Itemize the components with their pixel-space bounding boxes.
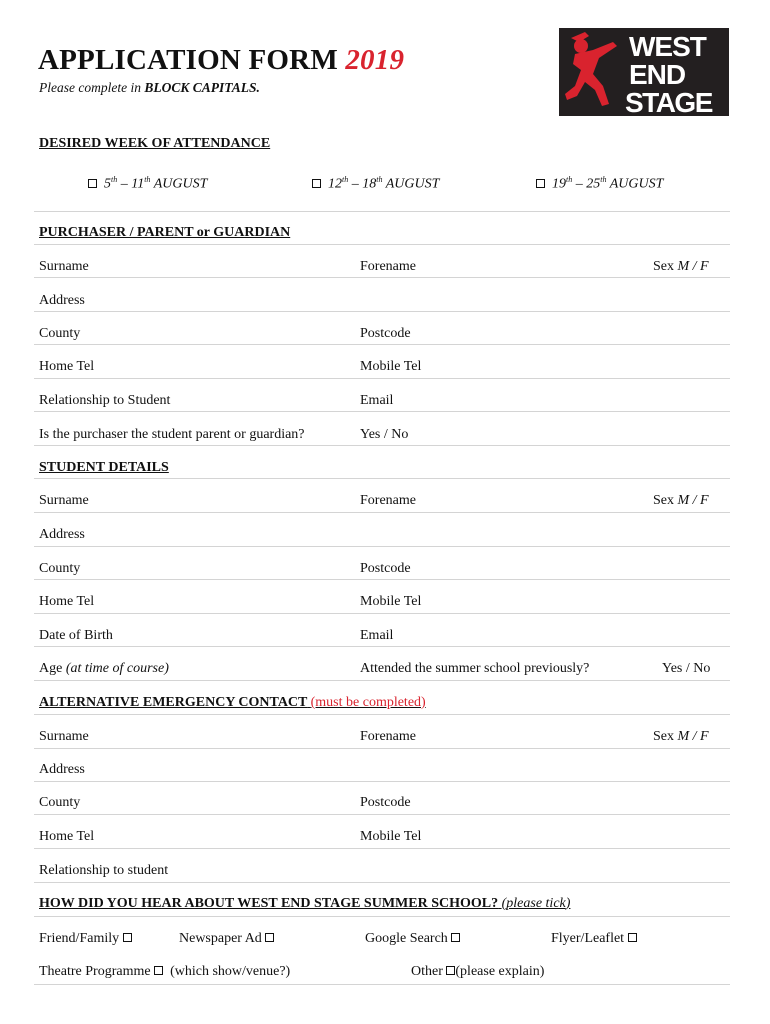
divider	[34, 244, 730, 245]
divider	[34, 411, 730, 412]
divider	[34, 814, 730, 815]
source-newspaper-option[interactable]: Newspaper Ad	[179, 931, 274, 947]
divider	[34, 714, 730, 715]
attendance-heading: DESIRED WEEK OF ATTENDANCE	[39, 136, 271, 151]
student-attended-label: Attended the summer school previously?	[360, 661, 590, 676]
emergency-surname-label[interactable]: Surname	[39, 729, 89, 744]
page-title: APPLICATION FORM 2019	[38, 44, 405, 76]
week-1-checkbox[interactable]	[88, 179, 97, 188]
purchaser-sex-label[interactable]: Sex M / F	[653, 259, 709, 274]
friend-checkbox[interactable]	[123, 933, 132, 942]
purchaser-home-tel-label[interactable]: Home Tel	[39, 359, 95, 374]
student-sex-label[interactable]: Sex M / F	[653, 493, 709, 508]
divider	[34, 882, 730, 883]
student-email-label[interactable]: Email	[360, 628, 394, 643]
emergency-postcode-label[interactable]: Postcode	[360, 795, 411, 810]
divider	[34, 781, 730, 782]
emergency-sex-label[interactable]: Sex M / F	[653, 729, 709, 744]
emergency-home-tel-label[interactable]: Home Tel	[39, 829, 95, 844]
student-forename-label[interactable]: Forename	[360, 493, 416, 508]
emergency-required-note: (must be completed)	[310, 695, 426, 710]
divider	[34, 344, 730, 345]
purchaser-heading: PURCHASER / PARENT or GUARDIAN	[39, 225, 291, 240]
emergency-address-label[interactable]: Address	[39, 762, 85, 777]
divider	[34, 848, 730, 849]
theatre-checkbox[interactable]	[154, 966, 163, 975]
divider	[34, 984, 730, 985]
student-heading: STUDENT DETAILS	[39, 460, 169, 475]
google-checkbox[interactable]	[451, 933, 460, 942]
student-attended-yes-no[interactable]: Yes / No	[662, 661, 711, 676]
source-other-option[interactable]: Other (please explain)	[411, 964, 545, 979]
week-option-2[interactable]: 12th – 18th AUGUST	[312, 175, 439, 193]
emergency-relationship-label[interactable]: Relationship to student	[39, 863, 169, 878]
week-option-3[interactable]: 19th – 25th AUGUST	[536, 175, 663, 193]
divider	[34, 478, 730, 479]
divider	[34, 579, 730, 580]
divider	[34, 211, 730, 212]
divider	[34, 311, 730, 312]
student-county-label[interactable]: County	[39, 561, 81, 576]
divider	[34, 613, 730, 614]
source-friend-option[interactable]: Friend/Family	[39, 931, 132, 947]
flyer-checkbox[interactable]	[628, 933, 637, 942]
purchaser-email-label[interactable]: Email	[360, 393, 394, 408]
divider	[34, 680, 730, 681]
week-2-checkbox[interactable]	[312, 179, 321, 188]
divider	[34, 546, 730, 547]
divider	[34, 916, 730, 917]
purchaser-county-label[interactable]: County	[39, 326, 81, 341]
student-dob-label[interactable]: Date of Birth	[39, 628, 113, 643]
purchaser-is-parent-label: Is the purchaser the student parent or guardian?	[39, 427, 305, 442]
divider	[34, 378, 730, 379]
purchaser-is-parent-yes-no[interactable]: Yes / No	[360, 427, 409, 442]
source-theatre-option[interactable]: Theatre Programme (which show/venue?)	[39, 964, 291, 979]
purchaser-relationship-label[interactable]: Relationship to Student	[39, 393, 171, 408]
purchaser-surname-label[interactable]: Surname	[39, 259, 89, 274]
logo-text-end: END	[629, 59, 686, 90]
purchaser-postcode-label[interactable]: Postcode	[360, 326, 411, 341]
title-year: 2019	[345, 44, 405, 76]
emergency-mobile-tel-label[interactable]: Mobile Tel	[360, 829, 422, 844]
week-3-checkbox[interactable]	[536, 179, 545, 188]
purchaser-address-label[interactable]: Address	[39, 293, 85, 308]
student-mobile-tel-label[interactable]: Mobile Tel	[360, 594, 422, 609]
source-heading: HOW DID YOU HEAR ABOUT WEST END STAGE SUMMER SCHOOL? (please tick)	[39, 896, 571, 911]
divider	[34, 646, 730, 647]
instructions: Please complete in BLOCK CAPITALS.	[39, 80, 260, 95]
divider	[34, 277, 730, 278]
logo-text-stage: STAGE	[625, 87, 712, 116]
student-address-label[interactable]: Address	[39, 527, 85, 542]
source-flyer-option[interactable]: Flyer/Leaflet	[551, 931, 637, 947]
student-home-tel-label[interactable]: Home Tel	[39, 594, 95, 609]
west-end-stage-logo	[559, 28, 729, 116]
divider	[34, 445, 730, 446]
source-google-option[interactable]: Google Search	[365, 931, 460, 947]
purchaser-forename-label[interactable]: Forename	[360, 259, 416, 274]
emergency-county-label[interactable]: County	[39, 795, 81, 810]
divider	[34, 748, 730, 749]
purchaser-mobile-tel-label[interactable]: Mobile Tel	[360, 359, 422, 374]
student-postcode-label[interactable]: Postcode	[360, 561, 411, 576]
divider	[34, 512, 730, 513]
week-option-1[interactable]: 5th – 11th AUGUST	[88, 175, 207, 193]
student-age-label[interactable]: Age (at time of course)	[39, 661, 169, 676]
newspaper-checkbox[interactable]	[265, 933, 274, 942]
logo-text-west: WEST	[629, 31, 706, 62]
emergency-heading: ALTERNATIVE EMERGENCY CONTACT (must be completed)	[39, 695, 426, 710]
student-surname-label[interactable]: Surname	[39, 493, 89, 508]
emergency-forename-label[interactable]: Forename	[360, 729, 416, 744]
